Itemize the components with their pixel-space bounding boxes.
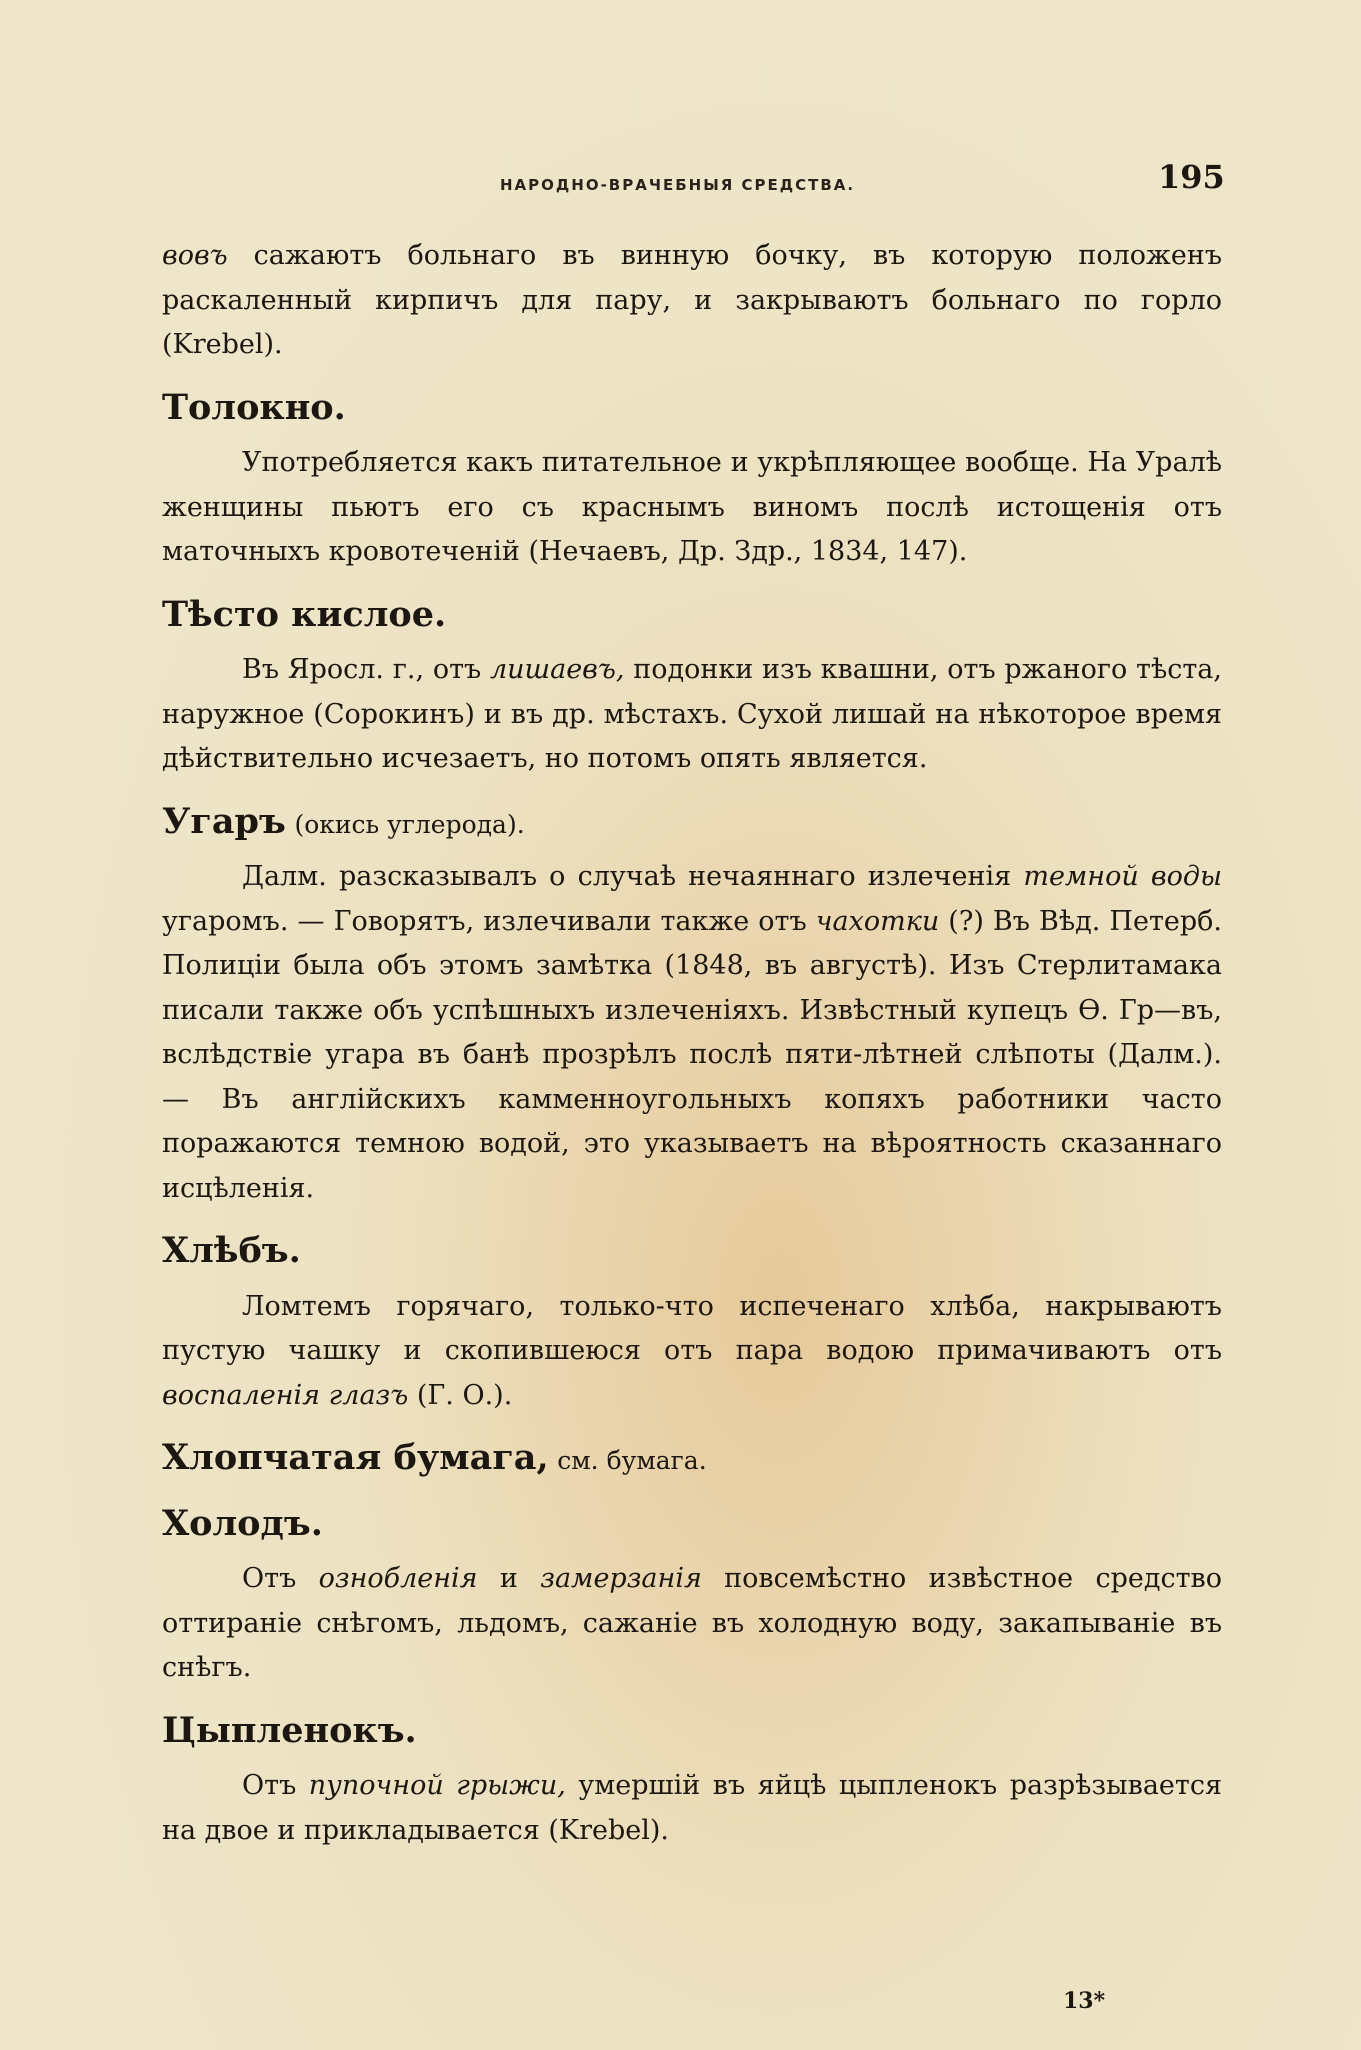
intro-paragraph [162, 234, 1222, 368]
entry-title: Хлопчатая бумага, [162, 1437, 549, 1478]
entry-body-cyplenok [162, 1764, 1222, 1853]
intro-text: сажаютъ больнаго въ винную бочку, въ которую положенъ раскаленный кирпичъ для пару, и закрываютъ больнаго по горло (Krebel). [162, 240, 1222, 360]
entry-body-ugar [162, 855, 1222, 1211]
text-run: повсемѣстно извѣстное средство оттираніе снѣгомъ, льдомъ, сажаніе въ холодную воду, закапываніе въ снѣгъ. [162, 1563, 1222, 1683]
intro-lead: вовъ [162, 240, 228, 271]
italic-run: темной воды [1023, 861, 1222, 892]
text-run: угаромъ. — Говорятъ, излечивали также отъ [162, 905, 816, 937]
text-run: умершій въ яйцѣ цыпленокъ разрѣзывается на двое и прикладывается (Krebel). [162, 1770, 1222, 1846]
entry-title: Угаръ [162, 800, 286, 842]
text-run: и [477, 1563, 541, 1594]
entry-heading-tolokno [162, 386, 1222, 434]
italic-run: лишаевъ, [489, 654, 625, 685]
entry-body-tolokno: Употребляется какъ питательное и укрѣпляющее вообще. На Уралѣ женщины пьютъ его съ краснымъ виномъ послѣ истощенія отъ маточныхъ кровотеченій (Нечаевъ, Др. Здр., 1834, 147). [162, 447, 1222, 567]
entry-heading-ugar [162, 800, 1222, 848]
printer-signature: 13* [1063, 1988, 1106, 2014]
entry-body-holod [162, 1557, 1222, 1691]
italic-run: чахотки [815, 905, 940, 937]
page-number: 195 [1158, 158, 1225, 196]
italic-run: замерзанія [540, 1563, 702, 1594]
entry-title: Толокно. [162, 386, 346, 428]
entry-heading-testo [162, 593, 1222, 641]
text-run: (Г. О.). [408, 1379, 513, 1411]
entry-title: Тѣсто кислое. [162, 593, 447, 635]
text-run: Ломтемъ горячаго, только-что испеченаго хлѣба, накрываютъ пустую чашку и скопившеюся отъ пара водою примачиваютъ отъ [162, 1290, 1222, 1366]
entry-note: см. бумага. [557, 1446, 707, 1475]
italic-run: пупочной грыжи, [308, 1770, 566, 1801]
entry-title: Хлѣбъ. [162, 1230, 301, 1271]
entry-heading-holod [162, 1502, 1222, 1550]
text-run: Отъ [242, 1563, 319, 1594]
entry-heading-hlopok [162, 1436, 1222, 1484]
entry-heading-cyplenok [162, 1709, 1222, 1757]
text-run: Отъ [242, 1770, 309, 1801]
text-run: (?) Въ Вѣд. Петерб. Полиціи была объ этомъ замѣтка (1848, въ августѣ). Изъ Стерлитамака писали также объ успѣшныхъ излеченіяхъ. Извѣстный купецъ Ѳ. Гр—въ, вслѣдствіе угара въ банѣ прозрѣлъ послѣ пяти-лѣтней слѣпоты (Далм.). — Въ англійскихъ камменноугольныхъ копяхъ работники часто поражаются темною водой, это указываетъ на вѣроятность сказаннаго исцѣленія. [162, 905, 1222, 1204]
entry-body-hleb [162, 1285, 1222, 1419]
entry-heading-hleb [162, 1229, 1222, 1277]
entry-title: Холодъ. [162, 1502, 323, 1544]
entry-body-testo [162, 648, 1222, 782]
entry-title: Цыпленокъ. [162, 1709, 417, 1751]
text-run: Въ Яросл. г., отъ [242, 654, 490, 685]
page-text [162, 234, 1222, 1853]
text-run: подонки изъ квашни, отъ ржаного тѣста, наружное (Сорокинъ) и въ др. мѣстахъ. Сухой лишай на нѣкоторое время дѣйствительно исчезаетъ, но потомъ опять является. [162, 654, 1222, 774]
running-title: НАРОДНО-ВРАЧЕБНЫЯ СРЕДСТВА. [500, 176, 856, 194]
italic-run: ознобленія [318, 1563, 478, 1594]
text-run: Далм. разсказывалъ о случаѣ нечаяннаго излеченія [242, 861, 1024, 892]
entry-note: (окись углерода). [294, 809, 525, 839]
italic-run: воспаленія глазъ [162, 1379, 409, 1411]
